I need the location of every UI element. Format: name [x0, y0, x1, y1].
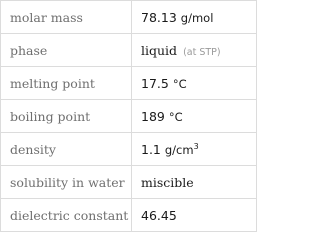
- property-value-molar-mass: [132, 1, 257, 34]
- density-unit-base: g/cm: [164, 142, 194, 157]
- table-row-phase: [1, 34, 257, 67]
- property-value-boiling-point: [132, 100, 257, 133]
- table-row-melting-point: [1, 67, 257, 100]
- property-label-melting-point: melting point: [1, 67, 132, 100]
- melting-point-value: 17.5: [141, 75, 169, 91]
- property-value-solubility: [132, 166, 257, 199]
- property-value-density: [132, 133, 257, 166]
- property-value-dielectric-constant: [132, 199, 257, 232]
- table-row-dielectric-constant: [1, 199, 257, 232]
- density-unit: [165, 143, 199, 157]
- property-label-density: density: [1, 133, 132, 166]
- table-row-solubility: [1, 166, 257, 199]
- table-row-molar-mass: [1, 1, 257, 34]
- property-label-solubility: solubility in water: [1, 166, 132, 199]
- table-row-density: [1, 133, 257, 166]
- boiling-point-value: 189: [141, 108, 165, 124]
- phase-value: liquid: [141, 42, 178, 58]
- phase-note: (at STP): [183, 46, 221, 58]
- table-row-boiling-point: [1, 100, 257, 133]
- dielectric-constant-value: 46.45: [141, 207, 177, 223]
- density-value: 1.1: [141, 141, 161, 157]
- property-value-melting-point: [132, 67, 257, 100]
- molar-mass-unit: g/mol: [180, 10, 214, 25]
- property-label-molar-mass: molar mass: [1, 1, 132, 34]
- property-label-boiling-point: boiling point: [1, 100, 132, 133]
- solubility-value: miscible: [141, 174, 194, 190]
- molar-mass-value: 78.13: [141, 9, 177, 25]
- property-label-dielectric-constant: dielectric constant: [1, 199, 132, 232]
- property-value-phase: [132, 34, 257, 67]
- property-label-phase: phase: [1, 34, 132, 67]
- boiling-point-unit: °C: [168, 109, 183, 124]
- melting-point-unit: °C: [172, 76, 187, 91]
- density-unit-exponent: 3: [193, 141, 199, 151]
